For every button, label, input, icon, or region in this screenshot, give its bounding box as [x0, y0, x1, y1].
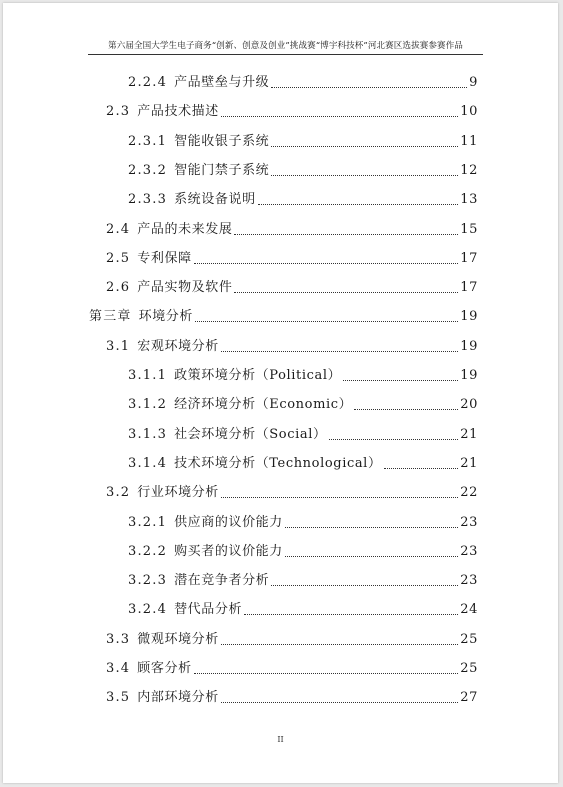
toc-entry[interactable]: [106, 102, 478, 122]
toc-entry-title: 产品的未来发展: [137, 222, 233, 237]
toc-leader-dots: [234, 292, 458, 293]
toc-entry-title: 产品实物及软件: [137, 280, 233, 295]
toc-entry-page: 15: [460, 222, 478, 237]
toc-entry[interactable]: [128, 161, 478, 181]
toc-leader-dots: [285, 527, 458, 528]
toc-entry[interactable]: [106, 220, 478, 240]
toc-entry[interactable]: [128, 73, 478, 93]
toc-leader-dots: [221, 497, 458, 498]
toc-leader-dots: [343, 380, 458, 381]
toc-entry[interactable]: [106, 659, 478, 679]
toc-entry-page: 23: [460, 544, 478, 559]
toc-leader-dots: [271, 146, 458, 147]
toc-entry-number: 3.1.3: [128, 427, 168, 442]
toc-entry[interactable]: [106, 249, 478, 269]
toc-entry[interactable]: [128, 190, 478, 210]
toc-leader-dots: [244, 614, 458, 615]
toc-entry-number: 3.2.2: [128, 544, 168, 559]
toc-entry-number: 2.3.1: [128, 134, 168, 149]
toc-entry-number: 2.6: [106, 280, 131, 295]
toc-entry-page: 13: [460, 192, 478, 207]
toc-entry[interactable]: [106, 630, 478, 650]
toc-entry-number: 2.3.3: [128, 192, 168, 207]
toc-leader-dots: [271, 87, 467, 88]
toc-entry-number: 2.3.2: [128, 163, 168, 178]
toc-leader-dots: [285, 556, 458, 557]
toc-entry-title: 社会环境分析（Social）: [174, 427, 327, 442]
toc-leader-dots: [221, 702, 458, 703]
toc-entry-number: 2.4: [106, 222, 131, 237]
toc-entry-page: 21: [460, 427, 478, 442]
toc-entry-title: 供应商的议价能力: [174, 515, 283, 530]
toc-entry[interactable]: [128, 395, 478, 415]
toc-entry-number: 3.2.1: [128, 515, 168, 530]
toc-entry-number: 3.5: [106, 690, 131, 705]
toc-entry-page: 23: [460, 573, 478, 588]
toc-entry-title: 行业环境分析: [137, 485, 219, 500]
toc-leader-dots: [384, 468, 459, 469]
toc-leader-dots: [271, 175, 458, 176]
toc-entry-number: 3.2.4: [128, 602, 168, 617]
toc-entry-page: 17: [460, 280, 478, 295]
toc-leader-dots: [329, 439, 459, 440]
toc-entry-title: 潜在竞争者分析: [174, 573, 270, 588]
toc-entry[interactable]: [128, 425, 478, 445]
toc-entry-title: 微观环境分析: [137, 632, 219, 647]
toc-entry-number: 3.1.2: [128, 397, 168, 412]
toc-entry-number: 3.3: [106, 632, 131, 647]
toc-entry-number: 2.5: [106, 251, 131, 266]
toc-entry-number: 3.2: [106, 485, 131, 500]
toc-entry-page: 19: [460, 309, 478, 324]
toc-entry-number: 2.2.4: [128, 75, 168, 90]
toc-entry-number: 3.1.4: [128, 456, 168, 471]
toc-entry[interactable]: [128, 454, 478, 474]
toc-entry-title: 顾客分析: [137, 661, 192, 676]
toc-entry-title: 产品壁垒与升级: [174, 75, 270, 90]
toc-entry-title: 宏观环境分析: [137, 339, 219, 354]
toc-entry-number: 3.1: [106, 339, 131, 354]
toc-leader-dots: [221, 644, 458, 645]
toc-entry[interactable]: [106, 688, 478, 708]
toc-leader-dots: [354, 409, 458, 410]
toc-leader-dots: [195, 321, 458, 322]
toc-entry-title: 系统设备说明: [174, 192, 256, 207]
toc-entry-page: 19: [460, 368, 478, 383]
toc-entry-page: 11: [460, 134, 478, 149]
toc-entry[interactable]: [128, 600, 478, 620]
toc-entry-page: 19: [460, 339, 478, 354]
toc-entry-number: 第三章: [89, 309, 132, 324]
toc-entry-number: 3.4: [106, 661, 131, 676]
toc-entry[interactable]: [128, 513, 478, 533]
toc-entry[interactable]: [106, 278, 478, 298]
toc-leader-dots: [234, 234, 458, 235]
page-number: II: [277, 735, 284, 744]
toc-entry-page: 25: [460, 632, 478, 647]
toc-entry-title: 专利保障: [137, 251, 192, 266]
toc-leader-dots: [194, 673, 459, 674]
toc-entry-page: 9: [469, 75, 478, 90]
toc-leader-dots: [258, 204, 459, 205]
toc-entry[interactable]: [128, 366, 478, 386]
page-header: 第六届全国大学生电子商务“创新、创意及创业”挑战赛“博宇科技杯”河北赛区选拔赛参赛作品: [88, 39, 483, 55]
toc-entry-title: 替代品分析: [174, 602, 243, 617]
toc-leader-dots: [194, 263, 459, 264]
toc-entry-title: 智能门禁子系统: [174, 163, 270, 178]
toc-entry[interactable]: [89, 307, 478, 327]
toc-entry-page: 25: [460, 661, 478, 676]
toc-entry-title: 购买者的议价能力: [174, 544, 283, 559]
toc-entry-page: 21: [460, 456, 478, 471]
toc-entry[interactable]: [128, 132, 478, 152]
toc-leader-dots: [221, 351, 458, 352]
toc-entry[interactable]: [106, 337, 478, 357]
toc-leader-dots: [221, 116, 458, 117]
toc-entry[interactable]: [128, 571, 478, 591]
toc-entry[interactable]: [106, 483, 478, 503]
toc-entry-title: 经济环境分析（Economic）: [174, 397, 353, 412]
toc-entry-page: 22: [460, 485, 478, 500]
toc-entry-title: 技术环境分析（Technological）: [174, 456, 382, 471]
toc-entry-page: 17: [460, 251, 478, 266]
toc-entry-title: 环境分析: [138, 309, 194, 324]
toc-entry-page: 23: [460, 515, 478, 530]
toc-entry-page: 24: [460, 602, 478, 617]
toc-leader-dots: [271, 585, 458, 586]
toc-entry-title: 产品技术描述: [137, 104, 219, 119]
toc-entry-title: 内部环境分析: [137, 690, 219, 705]
toc-entry-page: 10: [460, 104, 478, 119]
toc-entry[interactable]: [128, 542, 478, 562]
toc-entry-page: 12: [460, 163, 478, 178]
toc-entry-number: 3.2.3: [128, 573, 168, 588]
toc-entry-number: 2.3: [106, 104, 131, 119]
toc-entry-page: 20: [460, 397, 478, 412]
toc-entry-title: 政策环境分析（Political）: [174, 368, 342, 383]
toc-entry-title: 智能收银子系统: [174, 134, 270, 149]
document-page: [3, 3, 558, 783]
toc-entry-page: 27: [460, 690, 478, 705]
toc-entry-number: 3.1.1: [128, 368, 168, 383]
